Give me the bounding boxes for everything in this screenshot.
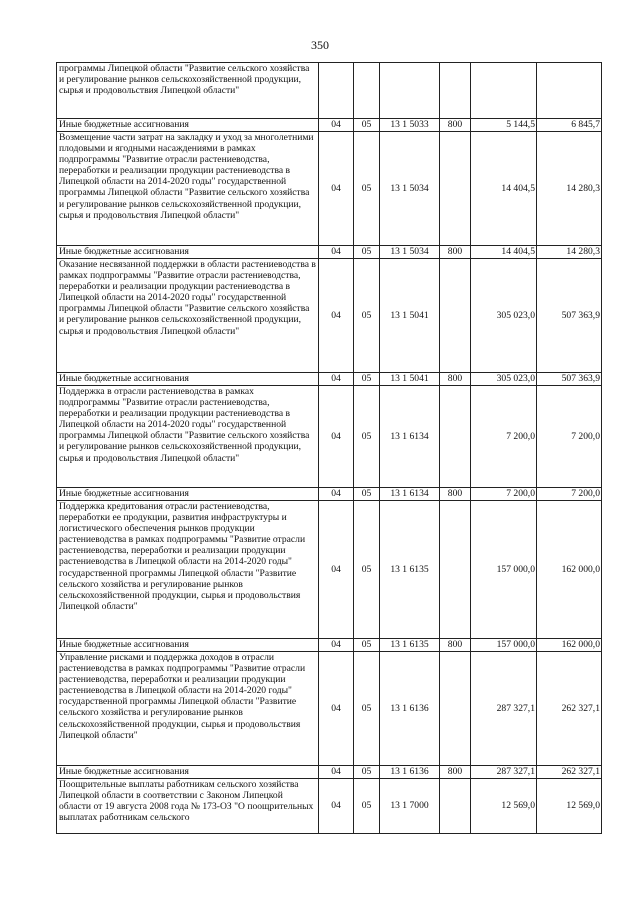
row-section-code: 04 xyxy=(319,259,354,373)
row-subsection-code: 05 xyxy=(354,488,380,501)
row-description: Поощрительные выплаты работникам сельского хозяйства Липецкой области в соответствии с Законом Липецкой области от 19 августа 2008 года № 173-ОЗ "О поощрительных выплатах работникам сельского xyxy=(57,779,319,834)
row-target-article-code: 13 1 6134 xyxy=(380,386,440,488)
row-amount-2: 262 327,1 xyxy=(537,766,602,779)
row-description: Возмещение части затрат на закладку и уход за многолетними плодовыми и ягодными насаждениями в рамках подпрограммы "Развитие отрасли растениеводства, переработки и реализации продукции растениеводства в Липецкой области на 2014-2020 годы" государственной программы Липецкой области "Развитие сельского хозяйства и регулирование рынков сельскохозяйственной продукции, сырья и продовольствия Липецкой области" xyxy=(57,132,319,246)
row-description: Иные бюджетные ассигнования xyxy=(57,246,319,259)
row-amount-2: 262 327,1 xyxy=(537,652,602,766)
row-amount-2: 14 280,3 xyxy=(537,132,602,246)
row-section-code: 04 xyxy=(319,246,354,259)
row-amount-1: 12 569,0 xyxy=(471,779,537,834)
row-description: Иные бюджетные ассигнования xyxy=(57,639,319,652)
row-amount-1: 305 023,0 xyxy=(471,373,537,386)
row-target-article-code: 13 1 7000 xyxy=(380,779,440,834)
row-target-article-code: 13 1 5041 xyxy=(380,373,440,386)
row-target-article-code: 13 1 6134 xyxy=(380,488,440,501)
row-amount-2 xyxy=(537,63,602,119)
row-description: программы Липецкой области "Развитие сельского хозяйства и регулирование рынков сельскохозяйственной продукции, сырья и продовольствия Липецкой области" xyxy=(57,63,319,119)
row-target-article-code: 13 1 6135 xyxy=(380,639,440,652)
row-subsection-code: 05 xyxy=(354,779,380,834)
row-subsection-code: 05 xyxy=(354,501,380,639)
budget-table xyxy=(56,62,602,834)
row-amount-1 xyxy=(471,63,537,119)
row-section-code: 04 xyxy=(319,119,354,132)
row-expense-type-code xyxy=(440,63,471,119)
row-expense-type-code: 800 xyxy=(440,766,471,779)
table-row xyxy=(57,373,602,386)
row-target-article-code: 13 1 6135 xyxy=(380,501,440,639)
row-description: Иные бюджетные ассигнования xyxy=(57,373,319,386)
row-target-article-code: 13 1 5034 xyxy=(380,132,440,246)
row-section-code: 04 xyxy=(319,386,354,488)
row-subsection-code xyxy=(354,63,380,119)
row-target-article-code: 13 1 5033 xyxy=(380,119,440,132)
row-subsection-code: 05 xyxy=(354,766,380,779)
row-amount-2: 14 280,3 xyxy=(537,246,602,259)
row-expense-type-code: 800 xyxy=(440,639,471,652)
row-amount-2: 12 569,0 xyxy=(537,779,602,834)
table-row xyxy=(57,259,602,373)
row-amount-1: 14 404,5 xyxy=(471,246,537,259)
table-row xyxy=(57,766,602,779)
row-section-code: 04 xyxy=(319,132,354,246)
row-subsection-code: 05 xyxy=(354,259,380,373)
row-amount-1: 5 144,5 xyxy=(471,119,537,132)
row-subsection-code: 05 xyxy=(354,246,380,259)
row-target-article-code: 13 1 5041 xyxy=(380,259,440,373)
row-amount-1: 157 000,0 xyxy=(471,639,537,652)
row-description: Иные бюджетные ассигнования xyxy=(57,119,319,132)
row-amount-2: 507 363,9 xyxy=(537,373,602,386)
row-expense-type-code: 800 xyxy=(440,488,471,501)
row-expense-type-code xyxy=(440,779,471,834)
row-description: Управление рисками и поддержка доходов в отрасли растениеводства в рамках подпрограммы "Развитие отрасли растениеводства, переработки и реализации продукции растениеводства в Липецкой области на 2014-2020 годы" государственной программы Липецкой области "Развитие сельского хозяйства и регулирование рынков сельскохозяйственной продукции, сырья и продовольствия Липецкой области" xyxy=(57,652,319,766)
row-description: Поддержка кредитования отрасли растениеводства, переработки ее продукции, развития инфраструктуры и логистического обеспечения рынков продукции растениеводства в рамках подпрограммы "Развитие отрасли растениеводства, переработки и реализации продукции растениеводства в Липецкой области на 2014-2020 годы" государственной программы Липецкой области "Развитие сельского хозяйства и регулирование рынков сельскохозяйственной продукции, сырья и продовольствия Липецкой области" xyxy=(57,501,319,639)
row-amount-1: 14 404,5 xyxy=(471,132,537,246)
row-subsection-code: 05 xyxy=(354,386,380,488)
table-row xyxy=(57,119,602,132)
row-amount-2: 7 200,0 xyxy=(537,488,602,501)
row-section-code: 04 xyxy=(319,488,354,501)
row-amount-2: 507 363,9 xyxy=(537,259,602,373)
row-description: Иные бюджетные ассигнования xyxy=(57,488,319,501)
row-amount-2: 6 845,7 xyxy=(537,119,602,132)
row-expense-type-code: 800 xyxy=(440,246,471,259)
page-number: 350 xyxy=(311,38,329,52)
row-expense-type-code: 800 xyxy=(440,119,471,132)
row-amount-2: 7 200,0 xyxy=(537,386,602,488)
row-target-article-code: 13 1 5034 xyxy=(380,246,440,259)
table-row xyxy=(57,652,602,766)
table-row xyxy=(57,779,602,834)
row-amount-1: 7 200,0 xyxy=(471,386,537,488)
row-section-code: 04 xyxy=(319,766,354,779)
table-row xyxy=(57,488,602,501)
row-expense-type-code xyxy=(440,259,471,373)
row-description: Поддержка в отрасли растениеводства в рамках подпрограммы "Развитие отрасли растениеводства, переработки и реализации продукции растениеводства в Липецкой области на 2014-2020 годы" государственной программы Липецкой области "Развитие сельского хозяйства и регулирование рынков сельскохозяйственной продукции, сырья и продовольствия Липецкой области" xyxy=(57,386,319,488)
row-section-code: 04 xyxy=(319,501,354,639)
table-row xyxy=(57,639,602,652)
table-row xyxy=(57,386,602,488)
row-amount-1: 305 023,0 xyxy=(471,259,537,373)
table-row xyxy=(57,132,602,246)
row-expense-type-code xyxy=(440,386,471,488)
row-section-code: 04 xyxy=(319,779,354,834)
row-subsection-code: 05 xyxy=(354,373,380,386)
row-description: Иные бюджетные ассигнования xyxy=(57,766,319,779)
row-amount-1: 157 000,0 xyxy=(471,501,537,639)
row-subsection-code: 05 xyxy=(354,639,380,652)
row-expense-type-code: 800 xyxy=(440,373,471,386)
budget-table-body xyxy=(57,63,602,834)
row-subsection-code: 05 xyxy=(354,119,380,132)
row-section-code: 04 xyxy=(319,373,354,386)
row-section-code xyxy=(319,63,354,119)
row-target-article-code: 13 1 6136 xyxy=(380,652,440,766)
row-section-code: 04 xyxy=(319,639,354,652)
row-amount-2: 162 000,0 xyxy=(537,501,602,639)
row-amount-1: 287 327,1 xyxy=(471,766,537,779)
table-row xyxy=(57,63,602,119)
row-target-article-code xyxy=(380,63,440,119)
row-expense-type-code xyxy=(440,132,471,246)
row-description: Оказание несвязанной поддержки в области растениеводства в рамках подпрограммы "Развитие отрасли растениеводства, переработки и реализации продукции растениеводства в Липецкой области на 2014-2020 годы" государственной программы Липецкой области "Развитие сельского хозяйства и регулирование рынков сельскохозяйственной продукции, сырья и продовольствия Липецкой области" xyxy=(57,259,319,373)
row-section-code: 04 xyxy=(319,652,354,766)
row-subsection-code: 05 xyxy=(354,132,380,246)
table-row xyxy=(57,246,602,259)
row-expense-type-code xyxy=(440,652,471,766)
row-amount-1: 7 200,0 xyxy=(471,488,537,501)
row-expense-type-code xyxy=(440,501,471,639)
table-row xyxy=(57,501,602,639)
row-subsection-code: 05 xyxy=(354,652,380,766)
row-target-article-code: 13 1 6136 xyxy=(380,766,440,779)
row-amount-1: 287 327,1 xyxy=(471,652,537,766)
row-amount-2: 162 000,0 xyxy=(537,639,602,652)
